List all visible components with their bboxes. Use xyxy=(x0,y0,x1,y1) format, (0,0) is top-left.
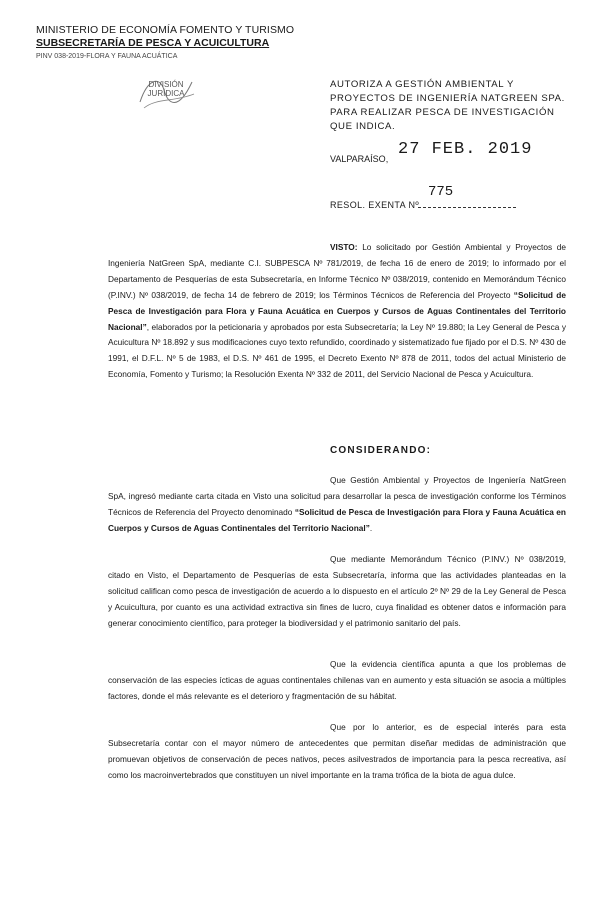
visto-text-1: Lo solicitado por Gestión Ambiental y Proyectos de Ingeniería NatGreen SpA, mediante C.I. SUBPESCA Nº 781/2019, de fecha 16 de enero de 2019; lo informado por el Departamento de Pesquerías de esta Subsecretaría, en Informe Técnico Nº 038/2019, contenido en Memorándum Técnico (P.INV.) Nº 038/2019, de fecha 14 de febrero de 2019; los Términos Técnicos de Referencia del Proyecto xyxy=(108,242,566,300)
c1-text-2: . xyxy=(369,522,373,533)
stamp-line-2: JURÍDICA xyxy=(147,89,185,98)
considerando-4 xyxy=(108,720,566,784)
resolution-number-line xyxy=(418,207,516,208)
considerando-1 xyxy=(108,473,566,537)
document-reference: PINV 038-2019-FLORA Y FAUNA ACUÁTICA xyxy=(36,53,178,60)
visto-project-title: “Solicitud de Pesca de Investigación para Flora y Fauna Acuática en Cuerpos y Cursos de Aguas Continentales del Territorio Nacional” xyxy=(108,289,566,332)
c3-text: Que la evidencia científica apunta a que los problemas de conservación de las especies ícticas de aguas continentales chilenas van en aumento y esta situación se asocia a múltiples factores, donde el más relevante es el deterioro y fragmentación de su hábitat. xyxy=(108,659,566,701)
visto-text-2: , elaborados por la peticionaria y aprobados por esta Subsecretaría; la Ley Nº 19.880; la Ley General de Pesca y Acuicultura Nº 18.892 y sus modificaciones cuyo texto refundido, coordinado y sistematizado fue fijado por el D.S. Nº 430 de 1991, el D.F.L. Nº 5 de 1983, el D.S. Nº 461 de 1995, el Decreto Exento Nº 878 de 2011, todos del actual Ministerio de Economía, Fomento y Turismo; la Resolución Exenta Nº 332 de 2011, del Servicio Nacional de Pesca y Acuicultura. xyxy=(108,321,566,380)
considerando-2 xyxy=(108,552,566,632)
c2-text: Que mediante Memorándum Técnico (P.INV.) Nº 038/2019, citado en Visto, el Departamento de Pesquerías de esta Subsecretaría, informa que las actividades planteadas en la solicitud califican como pesca de investigación de acuerdo a lo dispuesto en el artículo 2º Nº 29 de la Ley General de Pesca y Acuicultura, por cuanto es una actividad extractiva sin fines de lucro, cuya finalidad es obtener datos e información para generar conocimiento científico, para proteger la biodiversidad y el patrimonio sanitario del país. xyxy=(108,554,566,628)
date-stamp: 27 FEB. 2019 xyxy=(398,140,533,159)
c4-text: Que por lo anterior, es de especial interés para esta Subsecretaría contar con el mayor número de antecedentes que permitan diseñar medidas de administración que promuevan objetivos de conservación de peces nativos, peces asilvestrados de importancia para la pesca recreativa, así como los macroinvertebrados que constituyen un nivel importante en la trama trófica de la biota de agua dulce. xyxy=(108,722,566,780)
c1-text-1: Que Gestión Ambiental y Proyectos de Ingeniería NatGreen SpA, ingresó mediante carta citada en Visto una solicitud para desarrollar la pesca de investigación conforme los Términos Técnicos de Referencia del Proyecto denominado xyxy=(108,475,566,517)
letterhead xyxy=(36,24,296,63)
division-juridica-stamp xyxy=(140,74,192,112)
stamp-line-1: DIVISIÓN xyxy=(148,80,184,89)
considerando-heading: CONSIDERANDO: xyxy=(330,445,432,456)
resolution-title: AUTORIZA A GESTIÓN AMBIENTAL Y PROYECTOS DE INGENIERÍA NATGREEN SPA. PARA REALIZAR PESCA DE INVESTIGACIÓN QUE INDICA. xyxy=(330,79,565,132)
visto-paragraph xyxy=(108,240,566,383)
ministry-name: MINISTERIO DE ECONOMÍA FOMENTO Y TURISMO xyxy=(36,24,295,36)
considerando-3 xyxy=(108,657,566,705)
subsecretaria-name: SUBSECRETARÍA DE PESCA Y ACUICULTURA xyxy=(36,37,270,49)
resolution-label: RESOL. EXENTA Nº xyxy=(330,200,420,210)
visto-label: VISTO: xyxy=(330,242,358,252)
place-label: VALPARAÍSO, xyxy=(330,154,389,164)
c1-project-title: “Solicitud de Pesca de Investigación para Flora y Fauna Acuática en Cuerpos y Cursos de Aguas Continentales del Territorio Nacional” xyxy=(108,506,566,533)
resolution-number: 775 xyxy=(428,184,454,200)
